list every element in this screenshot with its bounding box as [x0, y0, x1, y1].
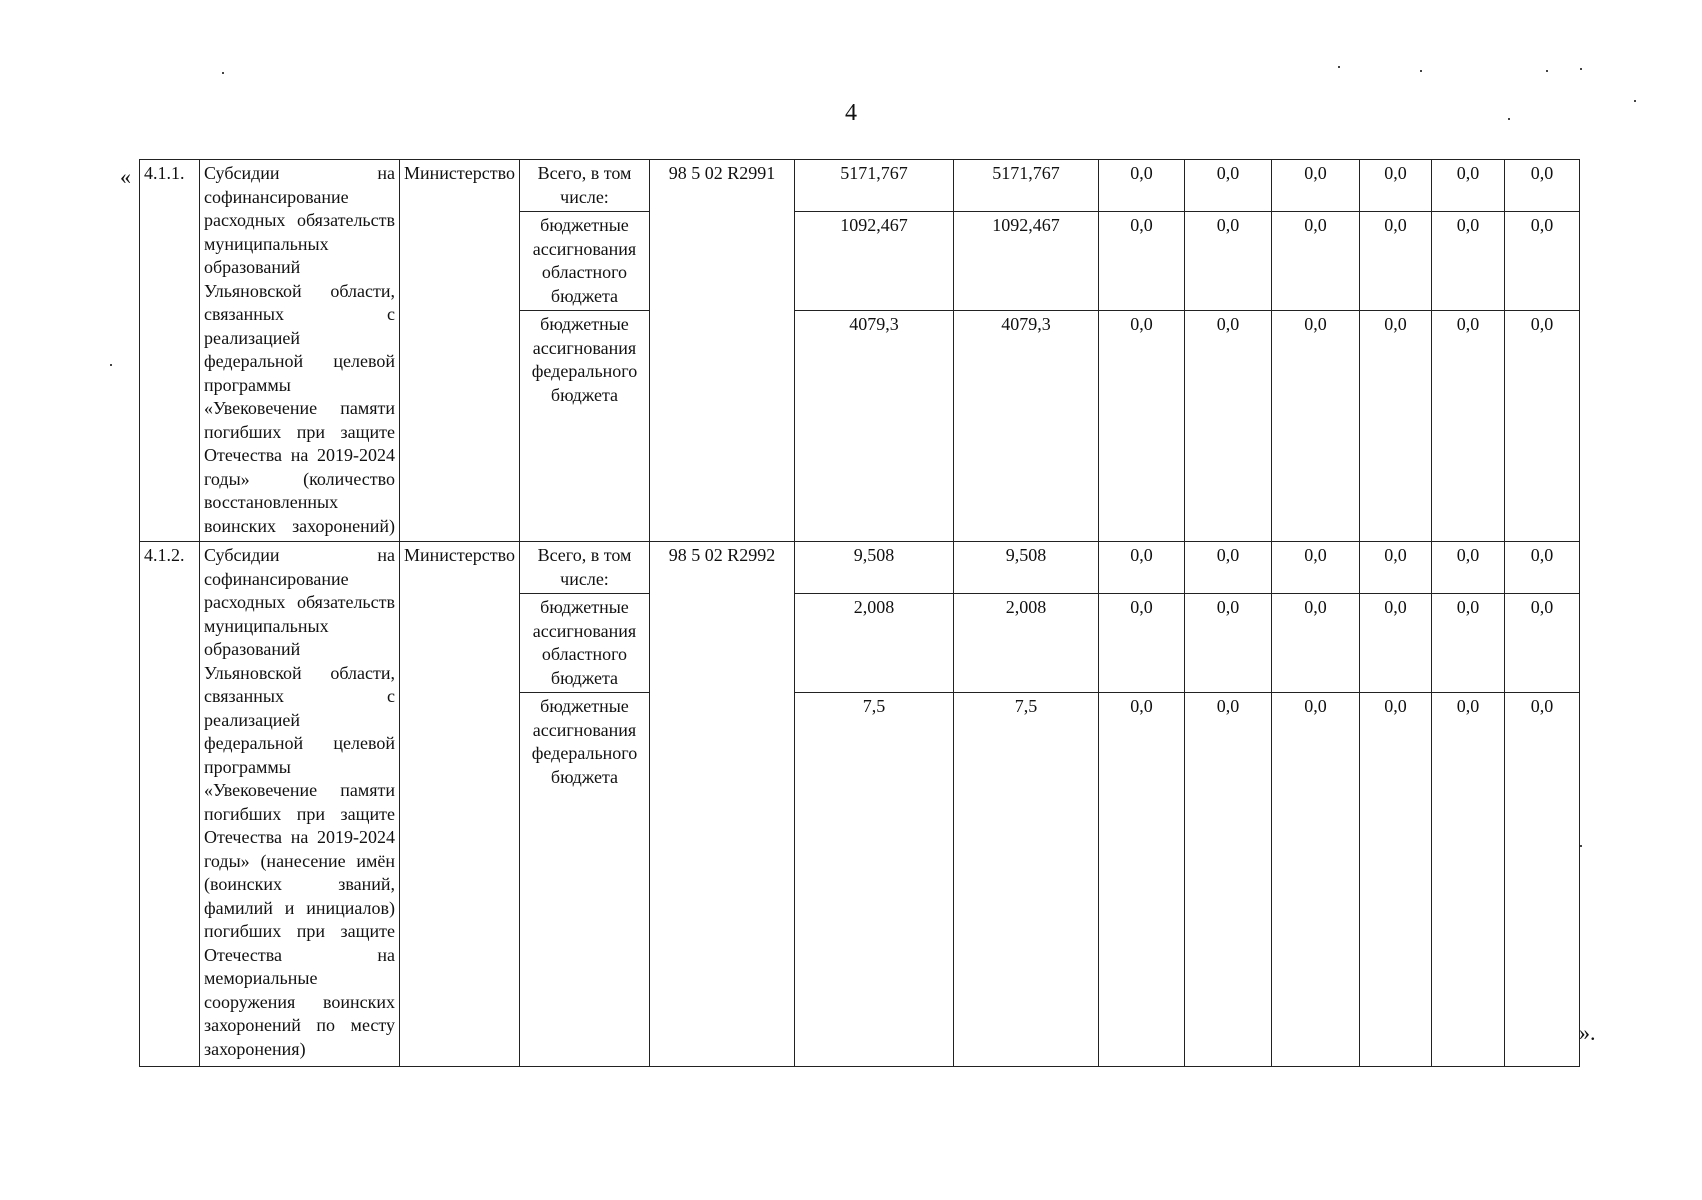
closing-quote: ».: [1579, 1020, 1596, 1045]
year-value: 5171,767: [953, 160, 1098, 212]
year-value: 4079,3: [953, 311, 1098, 542]
year-value: 0,0: [1184, 594, 1271, 693]
opening-quote: «: [120, 164, 131, 189]
row-ministry: Министерство: [400, 542, 520, 1067]
funding-source: Всего, в том числе:: [519, 542, 649, 594]
row-ministry: Министерство: [400, 160, 520, 542]
year-value: 0,0: [1504, 594, 1579, 693]
year-value: 0,0: [1098, 212, 1184, 311]
budget-code: 98 5 02 R2991: [649, 160, 794, 542]
year-value: 0,0: [1271, 311, 1359, 542]
table-row: [140, 542, 1580, 594]
year-value: 0,0: [1359, 542, 1431, 594]
scan-speck: [1634, 100, 1636, 102]
row-index: 4.1.1.: [140, 160, 200, 542]
year-value: 0,0: [1431, 594, 1504, 693]
year-value: 0,0: [1271, 212, 1359, 311]
year-value: 0,0: [1504, 212, 1579, 311]
year-value: 0,0: [1431, 693, 1504, 1067]
year-value: 0,0: [1504, 160, 1579, 212]
year-value: 0,0: [1184, 212, 1271, 311]
year-value: 1092,467: [953, 212, 1098, 311]
year-value: 0,0: [1359, 594, 1431, 693]
page-number: 4: [845, 100, 857, 126]
total-value: 2,008: [794, 594, 953, 693]
row-description: Субсидии на софинансирование расходных обязательств муниципальных образований Ульяновской области, связанных с реализацией федеральной целевой программы «Увековечение памяти погибших при защите Отечества на 2019-2024 годы» (количество восстановленных воинских захоронений): [200, 160, 400, 542]
funding-source: бюджетные ассигнования федерального бюджета: [519, 311, 649, 542]
year-value: 0,0: [1504, 311, 1579, 542]
year-value: 0,0: [1431, 311, 1504, 542]
year-value: 2,008: [953, 594, 1098, 693]
row-description: Субсидии на софинансирование расходных обязательств муниципальных образований Ульяновской области, связанных с реализацией федеральной целевой программы «Увековечение памяти погибших при защите Отечества на 2019-2024 годы» (нанесение имён (воинских званий, фамилий и инициалов) погибших при защите Отечества на мемориальные сооружения воинских захоронений по месту захоронения): [200, 542, 400, 1067]
year-value: 0,0: [1098, 542, 1184, 594]
year-value: 0,0: [1359, 311, 1431, 542]
year-value: 9,508: [953, 542, 1098, 594]
year-value: 0,0: [1504, 542, 1579, 594]
year-value: 0,0: [1098, 693, 1184, 1067]
year-value: 0,0: [1184, 693, 1271, 1067]
year-value: 0,0: [1184, 542, 1271, 594]
scan-speck: [110, 364, 112, 366]
budget-table: [139, 159, 1580, 1067]
year-value: 0,0: [1431, 160, 1504, 212]
scan-speck: [1338, 66, 1340, 68]
year-value: 7,5: [953, 693, 1098, 1067]
funding-source: бюджетные ассигнования федерального бюджета: [519, 693, 649, 1067]
funding-source: бюджетные ассигнования областного бюджета: [519, 212, 649, 311]
total-value: 5171,767: [794, 160, 953, 212]
year-value: 0,0: [1359, 212, 1431, 311]
total-value: 9,508: [794, 542, 953, 594]
year-value: 0,0: [1098, 311, 1184, 542]
table-row: [140, 160, 1580, 212]
budget-code: 98 5 02 R2992: [649, 542, 794, 1067]
scan-speck: [222, 72, 224, 74]
year-value: 0,0: [1271, 693, 1359, 1067]
year-value: 0,0: [1184, 160, 1271, 212]
year-value: 0,0: [1359, 160, 1431, 212]
total-value: 4079,3: [794, 311, 953, 542]
year-value: 0,0: [1431, 212, 1504, 311]
funding-source: Всего, в том числе:: [519, 160, 649, 212]
scan-speck: [1508, 118, 1510, 120]
year-value: 0,0: [1098, 594, 1184, 693]
year-value: 0,0: [1271, 542, 1359, 594]
year-value: 0,0: [1431, 542, 1504, 594]
year-value: 0,0: [1271, 594, 1359, 693]
scan-speck: [1580, 845, 1582, 847]
total-value: 1092,467: [794, 212, 953, 311]
scan-speck: [1546, 70, 1548, 72]
row-index: 4.1.2.: [140, 542, 200, 1067]
year-value: 0,0: [1271, 160, 1359, 212]
scan-speck: [1580, 68, 1582, 70]
year-value: 0,0: [1098, 160, 1184, 212]
year-value: 0,0: [1504, 693, 1579, 1067]
year-value: 0,0: [1184, 311, 1271, 542]
funding-source: бюджетные ассигнования областного бюджета: [519, 594, 649, 693]
total-value: 7,5: [794, 693, 953, 1067]
scan-speck: [1420, 70, 1422, 72]
year-value: 0,0: [1359, 693, 1431, 1067]
